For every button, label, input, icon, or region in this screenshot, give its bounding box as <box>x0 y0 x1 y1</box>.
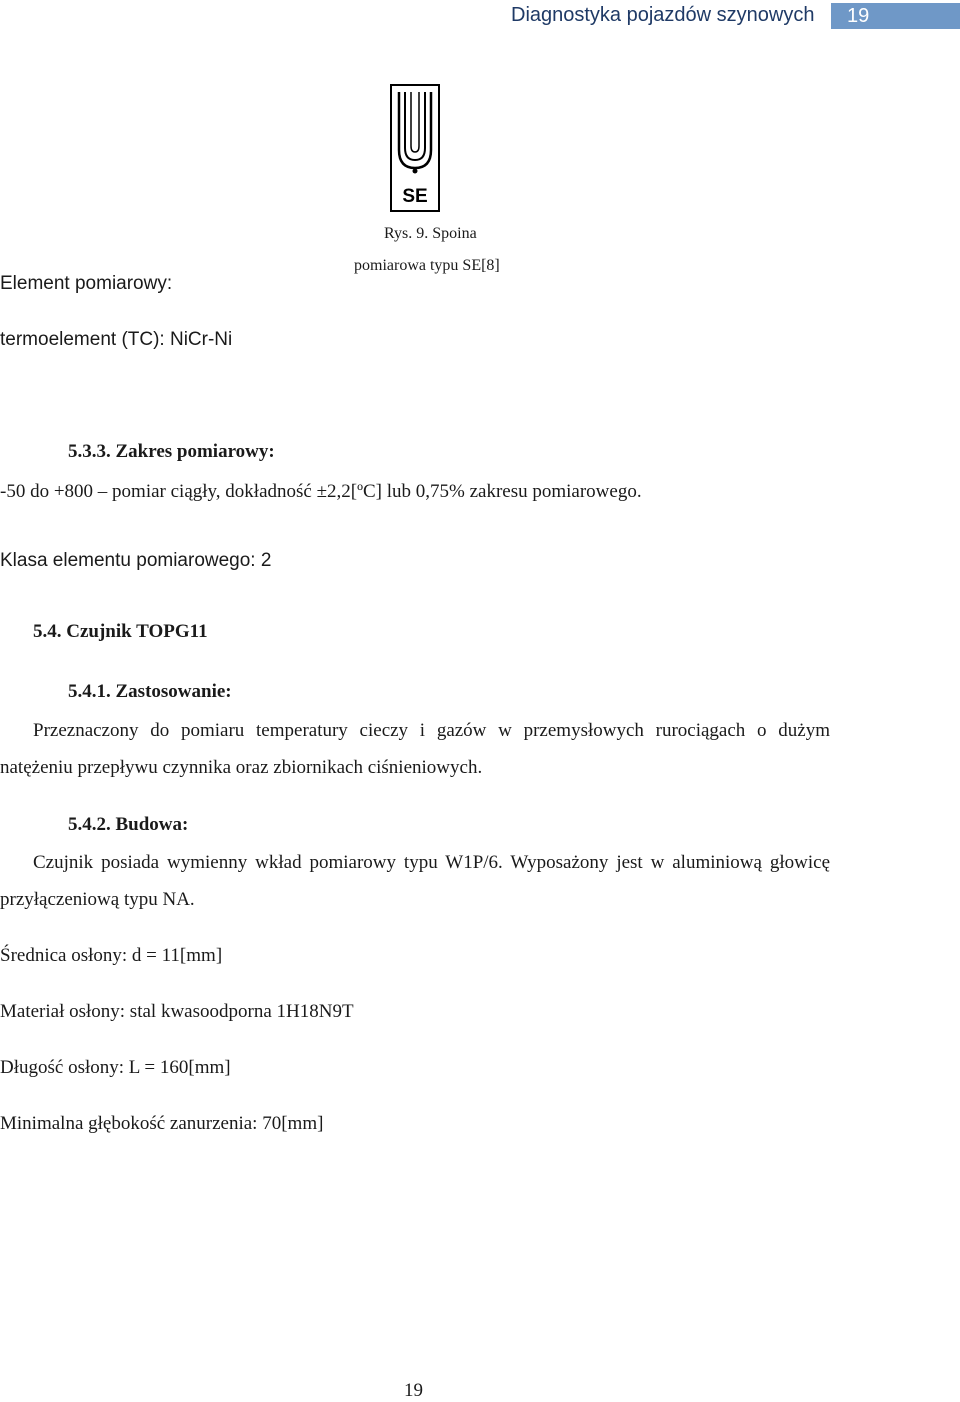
section-5-3-3-heading: 5.3.3. Zakres pomiarowy: <box>68 441 275 462</box>
range-line: -50 do +800 – pomiar ciągły, dokładność ±2,2[ºC] lub 0,75% zakresu pomiarowego. <box>0 481 642 502</box>
class-line: Klasa elementu pomiarowego: 2 <box>0 550 272 571</box>
figure-caption-line1: Rys. 9. Spoina <box>384 225 477 242</box>
page-number: 19 <box>404 1380 423 1401</box>
element-label: Element pomiarowy: <box>0 273 173 294</box>
thermocouple-weld-icon <box>390 84 440 212</box>
weld-se-figure <box>390 84 440 212</box>
section-5-4-heading: 5.4. Czujnik TOPG11 <box>33 621 208 642</box>
application-paragraph: Przeznaczony do pomiaru temperatury cieczy i gazów w przemysłowych rurociągach o dużym natężeniu przepływu czynnika oraz zbiornikach ciśnieniowych. <box>0 720 830 778</box>
material-line: Materiał osłony: stal kwasoodporna 1H18N9T <box>0 1001 354 1022</box>
figure-caption-line2: pomiarowa typu SE[8] <box>354 257 500 274</box>
section-5-4-2-heading: 5.4.2. Budowa: <box>68 814 189 835</box>
header-page-badge: 19 <box>831 3 960 29</box>
section-5-4-1-heading: 5.4.1. Zastosowanie: <box>68 681 232 702</box>
running-header-title: Diagnostyka pojazdów szynowych <box>511 4 815 26</box>
length-line: Długość osłony: L = 160[mm] <box>0 1057 231 1078</box>
diameter-line: Średnica osłony: d = 11[mm] <box>0 945 223 966</box>
figure-caption <box>354 218 524 282</box>
figure-se-label: SE <box>402 186 428 207</box>
construction-paragraph: Czujnik posiada wymienny wkład pomiarowy typu W1P/6. Wyposażony jest w aluminiową głowicę przyłączeniową typu NA. <box>0 852 830 910</box>
immersion-depth-line: Minimalna głębokość zanurzenia: 70[mm] <box>0 1113 324 1134</box>
thermocouple-line: termoelement (TC): NiCr-Ni <box>0 329 233 350</box>
